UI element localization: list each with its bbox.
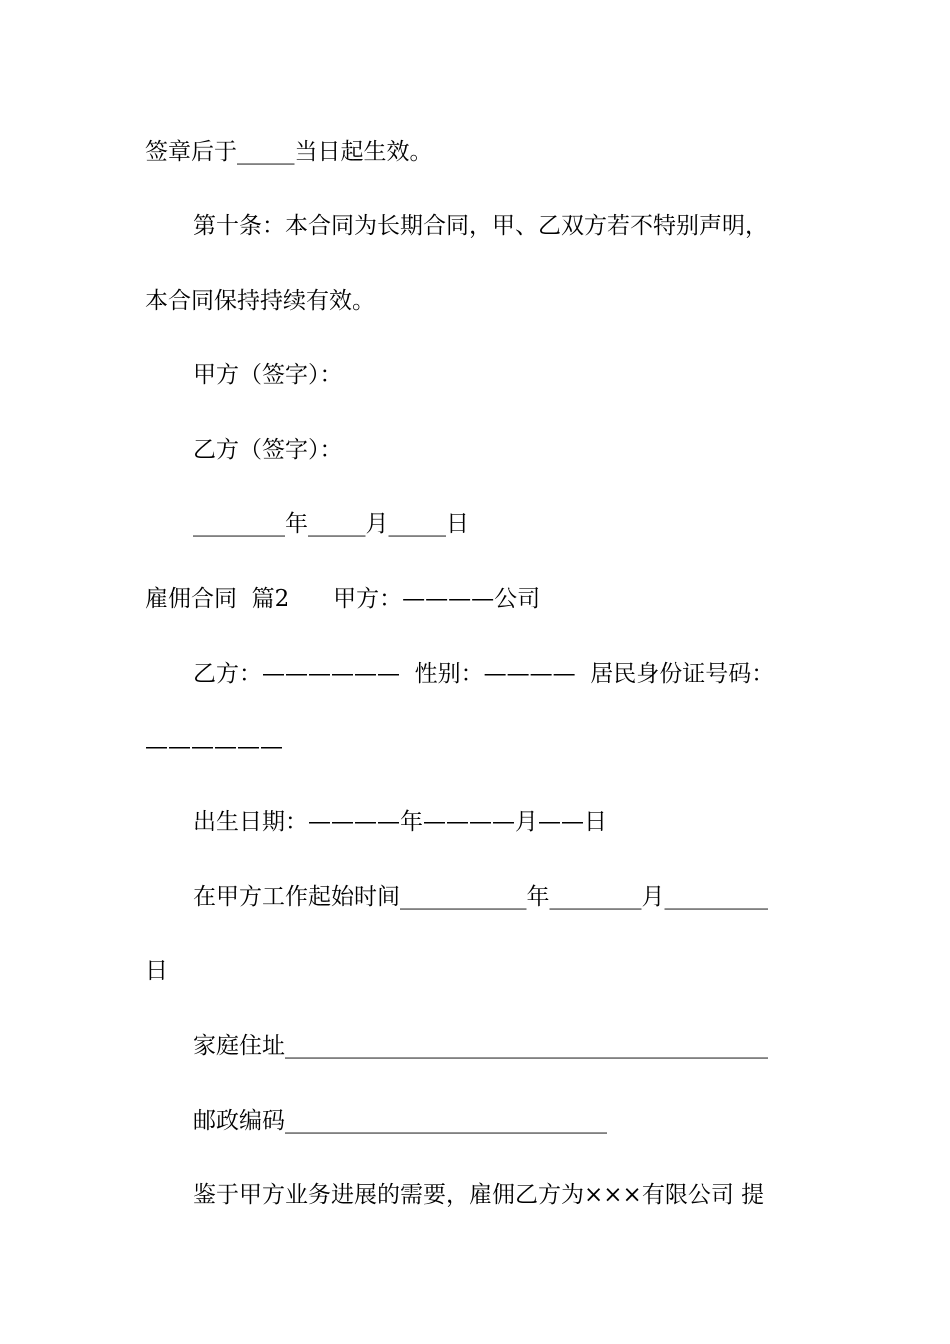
text-line-4: 甲方（签字）： (193, 362, 343, 388)
text-line-12: 日 (145, 958, 168, 984)
text-line-3: 本合同保持持续有效。 (145, 288, 375, 314)
text-line-2: 第十条：本合同为长期合同，甲、乙双方若不特别声明， (193, 213, 768, 239)
text-line-8: 乙方：—————— 性别：———— 居民身份证号码： (193, 661, 775, 687)
text-line-5: 乙方（签字）： (193, 437, 343, 463)
text-line-6: ________年_____月_____日 (193, 511, 469, 537)
text-line-14: 邮政编码____________________________ (193, 1108, 607, 1134)
text-line-15: 鉴于甲方业务进展的需要，雇佣乙方为×××有限公司 提 (193, 1182, 765, 1208)
text-line-11: 在甲方工作起始时间___________年________月_________ (193, 884, 768, 910)
text-line-9: —————— (145, 734, 283, 760)
text-line-10: 出生日期：————年————月——日 (193, 809, 607, 835)
text-line-13: 家庭住址__________________________________________ (193, 1033, 768, 1059)
text-line-7: 雇佣合同 篇2 甲方：————公司 (145, 586, 541, 612)
text-line-1: 签章后于_____当日起生效。 (145, 139, 433, 165)
